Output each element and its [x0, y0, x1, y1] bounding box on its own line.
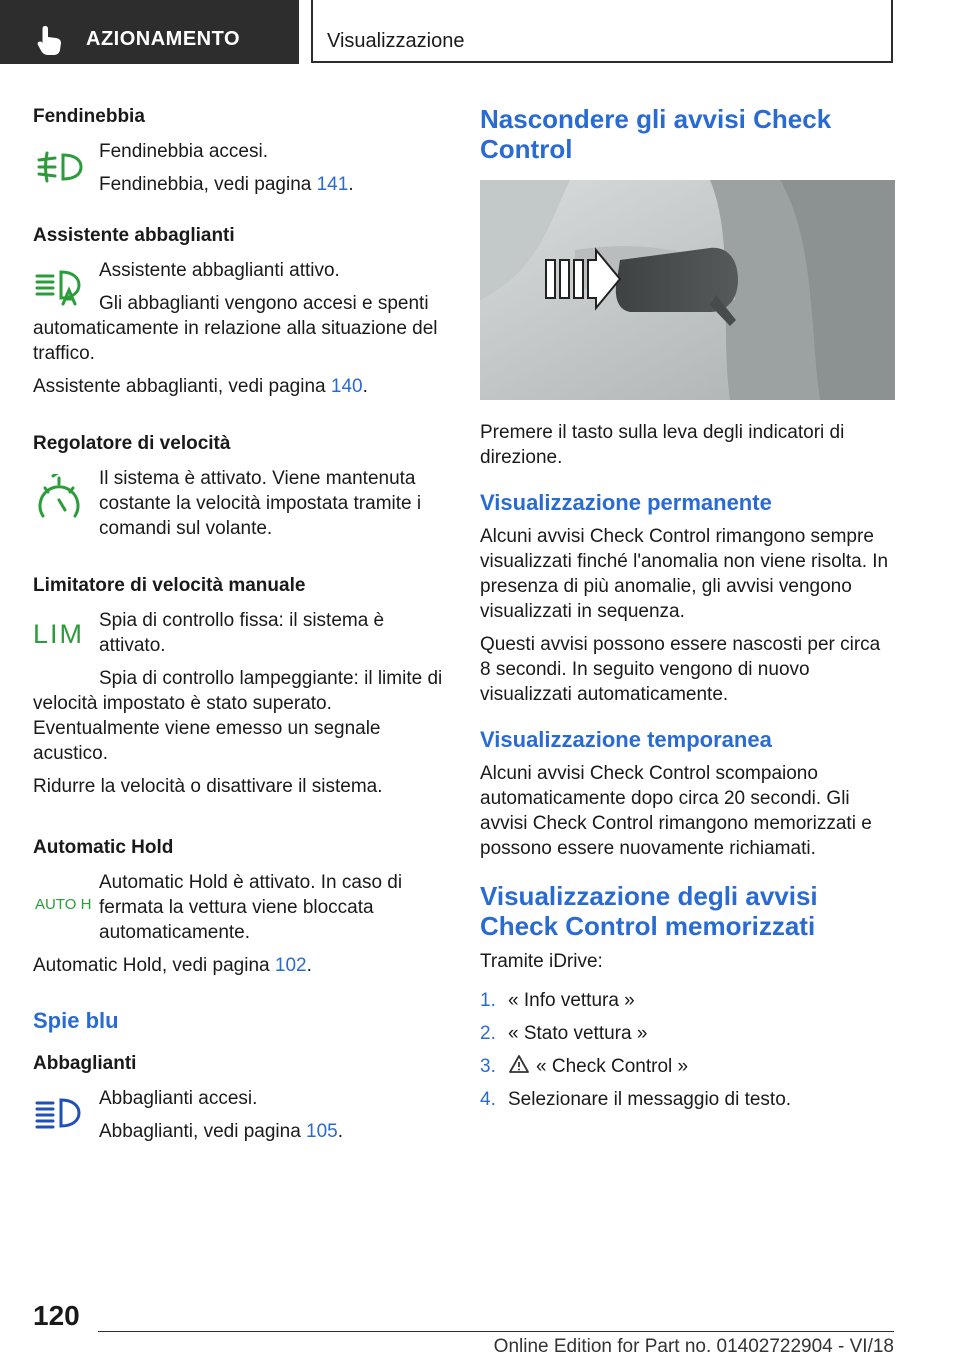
fog-light-icon [33, 147, 85, 187]
temporary-title: Visualizzazione temporanea [480, 727, 772, 752]
stored-intro: Tramite iDrive: [480, 951, 603, 972]
autohold-ref: Automatic Hold, vedi pagina 102. [33, 955, 312, 976]
warning-triangle-icon [508, 1054, 530, 1074]
press-text: Premere il tasto sulla leva degli indicatori di direzione. [480, 422, 845, 468]
autohold-line1: Automatic Hold è attivato. In caso di fermata la vettura viene bloccata automaticamente. [99, 872, 403, 943]
chapter-label: Visualizzazione [327, 30, 465, 52]
blue-lights-heading: Spie blu [33, 1008, 119, 1033]
turn-signal-lever-photo [480, 180, 895, 400]
cruise-line1: Il sistema è attivato. Viene mantenuta costante la velocità impostata tramite i comandi sul volante. [99, 468, 422, 539]
highbeam-assist-line2: Gli abbaglianti vengono accesi e spenti automaticamente in relazione alla situazione del traffico. [33, 293, 438, 364]
limiter-line2: Spia di controllo lampeggiante: il limite di velocità impostato è stato superato. Eventualmente viene emesso un segnale acustico. [33, 668, 443, 764]
autohold-item [33, 870, 448, 945]
section-tab [0, 0, 299, 64]
high-beam-icon [33, 1094, 85, 1134]
autohold-page-link[interactable]: 102 [274, 955, 307, 976]
left-column [33, 104, 448, 1152]
limiter-icon: LIM [33, 619, 85, 649]
hand-pointer-icon [36, 24, 64, 56]
limiter-item [33, 608, 448, 658]
cruise-control-icon [33, 474, 85, 522]
fog-page-link[interactable]: 141 [316, 174, 349, 195]
highbeam-item [33, 1086, 448, 1144]
highbeam-assist-page-link[interactable]: 140 [330, 376, 363, 397]
limiter-title: Limitatore di velocità manuale [33, 575, 306, 596]
list-item: 2. « Stato vettura » [480, 1023, 648, 1044]
highbeam-assist-item [33, 258, 448, 283]
highbeam-ref: Abbaglianti, vedi pagina 105. [99, 1121, 344, 1142]
permanent-p2: Questi avvisi possono essere nascosti per circa 8 secondi. In seguito vengono di nuovo visualizzati automaticamente. [480, 634, 881, 705]
list-item: 4. Selezionare il messaggio di testo. [480, 1089, 792, 1110]
hide-checkcontrol-title: Nascondere gli avvisi Check Control [480, 104, 832, 164]
stored-steps [480, 988, 895, 1112]
autohold-title: Automatic Hold [33, 837, 174, 858]
right-column [480, 104, 895, 1120]
page-number: 120 [33, 1300, 80, 1331]
fog-title: Fendinebbia [33, 106, 145, 127]
limiter-line3: Ridurre la velocità o disattivare il sistema. [33, 776, 383, 797]
cruise-item [33, 466, 448, 541]
highbeam-assist-ref: Assistente abbaglianti, vedi pagina 140. [33, 376, 368, 397]
highbeam-page-link[interactable]: 105 [306, 1121, 338, 1142]
limiter-line1: Spia di controllo fissa: il sistema è attivato. [99, 610, 385, 656]
list-item: 3. « Check Control » [480, 1056, 689, 1077]
edition-text: Online Edition for Part no. 01402722904 - VI/18 [493, 1336, 894, 1357]
stored-title: Visualizzazione degli avvisi Check Control memorizzati [480, 881, 818, 941]
section-label: AZIONAMENTO [86, 28, 241, 50]
highbeam-assist-line1: Assistente abbaglianti attivo. [99, 260, 340, 281]
high-beam-assist-icon [33, 266, 85, 308]
fog-item [33, 139, 448, 197]
highbeam-assist-title: Assistente abbaglianti [33, 225, 235, 246]
fog-ref: Fendinebbia, vedi pagina 141. [99, 174, 354, 195]
cruise-title: Regolatore di velocità [33, 433, 231, 454]
footer-divider [98, 1331, 894, 1332]
auto-hold-icon: AUTO H [35, 896, 92, 913]
permanent-p1: Alcuni avvisi Check Control rimangono sempre visualizzati finché l'anomalia non viene risolta. In presenza di più anomalie, gli avvisi vengono visualizzati in sequenza. [480, 526, 889, 622]
permanent-title: Visualizzazione permanente [480, 490, 772, 515]
list-item: 1. « Info vettura » [480, 990, 635, 1011]
temporary-p1: Alcuni avvisi Check Control scompaiono automaticamente dopo circa 20 secondi. Gli avvisi Check Control rimangono memorizzati e possono essere nuovamente richiamati. [480, 763, 872, 859]
highbeam-line1: Abbaglianti accesi. [99, 1088, 258, 1109]
fog-line1: Fendinebbia accesi. [99, 141, 268, 162]
highbeam-title: Abbaglianti [33, 1053, 137, 1074]
chapter-box [311, 0, 893, 63]
